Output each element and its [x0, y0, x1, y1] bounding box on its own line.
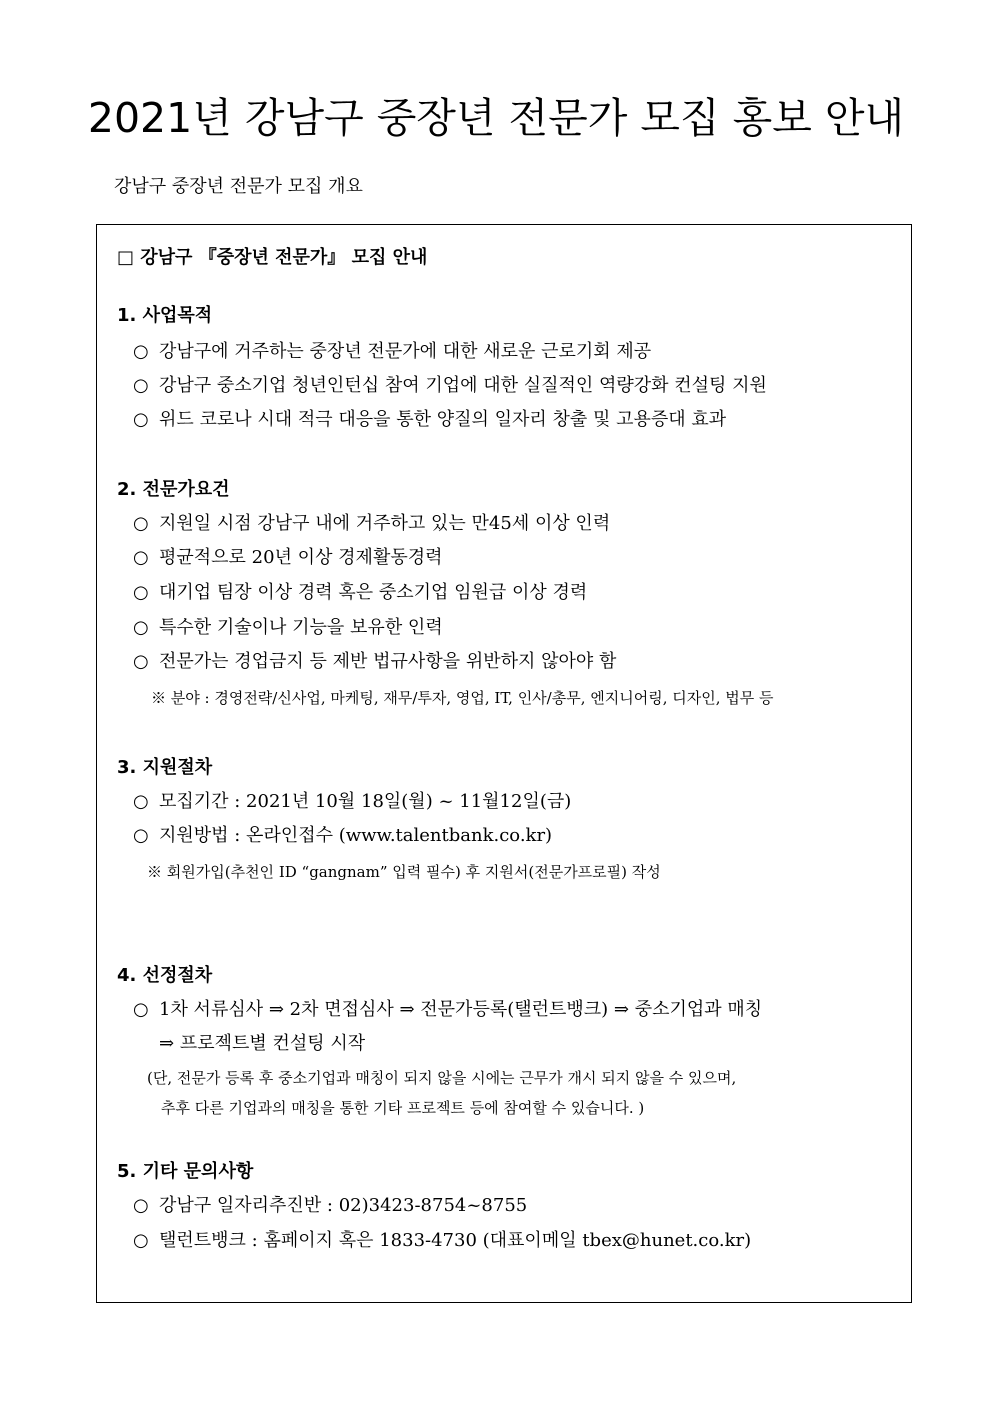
circle-bullet-icon: ○	[133, 375, 149, 396]
section-2-item	[133, 615, 443, 641]
section-5-item	[133, 1193, 527, 1219]
item-text: 지원방법 : 온라인접수 (www.talentbank.co.kr)	[159, 825, 553, 846]
section-2-item	[133, 545, 443, 571]
section-1-title: 1. 사업목적	[117, 305, 213, 326]
circle-bullet-icon: ○	[133, 409, 149, 430]
circle-bullet-icon: ○	[133, 617, 149, 638]
section-1-item	[133, 373, 767, 399]
item-text: 강남구에 거주하는 중장년 전문가에 대한 새로운 근로기회 제공	[159, 341, 652, 362]
section-2-item	[133, 649, 616, 675]
section-2-title: 2. 전문가요건	[117, 479, 230, 500]
section-5-title: 5. 기타 문의사항	[117, 1161, 254, 1182]
section-4-note-line: (단, 전문가 등록 후 중소기업과 매칭이 되지 않을 시에는 근무가 개시 되지 않을 수 있으며,	[147, 1069, 737, 1087]
circle-bullet-icon: ○	[133, 1195, 149, 1216]
section-4-note-line: 추후 다른 기업과의 매칭을 통한 기타 프로젝트 등에 참여할 수 있습니다. )	[161, 1099, 645, 1117]
section-1-item	[133, 407, 726, 433]
section-3-item	[133, 789, 571, 815]
notice-heading: □ 강남구 『중장년 전문가』 모집 안내	[117, 247, 428, 268]
section-3-title: 3. 지원절차	[117, 757, 213, 778]
page-title: 2021년 강남구 중장년 전문가 모집 홍보 안내	[87, 94, 905, 142]
item-text: 탤런트뱅크 : 홈페이지 혹은 1833-4730 (대표이메일 tbex@hunet.co.kr)	[159, 1230, 752, 1251]
item-text: 위드 코로나 시대 적극 대응을 통한 양질의 일자리 창출 및 고용증대 효과	[159, 409, 727, 430]
section-4-title: 4. 선정절차	[117, 965, 213, 986]
section-2-note: ※ 분야 : 경영전략/신사업, 마케팅, 재무/투자, 영업, IT, 인사/총무, 엔지니어링, 디자인, 법무 등	[151, 689, 774, 707]
circle-bullet-icon: ○	[133, 341, 149, 362]
section-2-item	[133, 511, 610, 537]
notice-box	[96, 224, 912, 1303]
section-4-item	[133, 997, 762, 1023]
item-text: 강남구 일자리추진반 : 02)3423-8754~8755	[159, 1195, 528, 1216]
circle-bullet-icon: ○	[133, 547, 149, 568]
item-text: 대기업 팀장 이상 경력 혹은 중소기업 임원급 이상 경력	[159, 582, 588, 603]
circle-bullet-icon: ○	[133, 513, 149, 534]
circle-bullet-icon: ○	[133, 791, 149, 812]
section-2-item	[133, 580, 587, 606]
circle-bullet-icon: ○	[133, 1230, 149, 1251]
circle-bullet-icon: ○	[133, 651, 149, 672]
item-text: 모집기간 : 2021년 10월 18일(월) ~ 11월12일(금)	[159, 791, 572, 812]
document-subtitle: 강남구 중장년 전문가 모집 개요	[114, 176, 363, 197]
section-4-continuation: ⇒ 프로젝트별 컨설팅 시작	[159, 1033, 366, 1054]
section-3-item	[133, 823, 552, 849]
item-text: 특수한 기술이나 기능을 보유한 인력	[159, 617, 443, 638]
item-text: 전문가는 경업금지 등 제반 법규사항을 위반하지 않아야 함	[159, 651, 617, 672]
circle-bullet-icon: ○	[133, 582, 149, 603]
item-text: 강남구 중소기업 청년인턴십 참여 기업에 대한 실질적인 역량강화 컨설팅 지원	[159, 375, 767, 396]
section-1-item	[133, 339, 651, 365]
section-3-note: ※ 회원가입(추천인 ID “gangnam” 입력 필수) 후 지원서(전문가프로필) 작성	[147, 863, 661, 881]
circle-bullet-icon: ○	[133, 825, 149, 846]
item-text: 평균적으로 20년 이상 경제활동경력	[159, 547, 443, 568]
item-text: 지원일 시점 강남구 내에 거주하고 있는 만45세 이상 인력	[159, 513, 611, 534]
item-text: 1차 서류심사 ⇒ 2차 면접심사 ⇒ 전문가등록(탤런트뱅크) ⇒ 중소기업과 매칭	[159, 999, 763, 1020]
section-5-item	[133, 1228, 751, 1254]
circle-bullet-icon: ○	[133, 999, 149, 1020]
